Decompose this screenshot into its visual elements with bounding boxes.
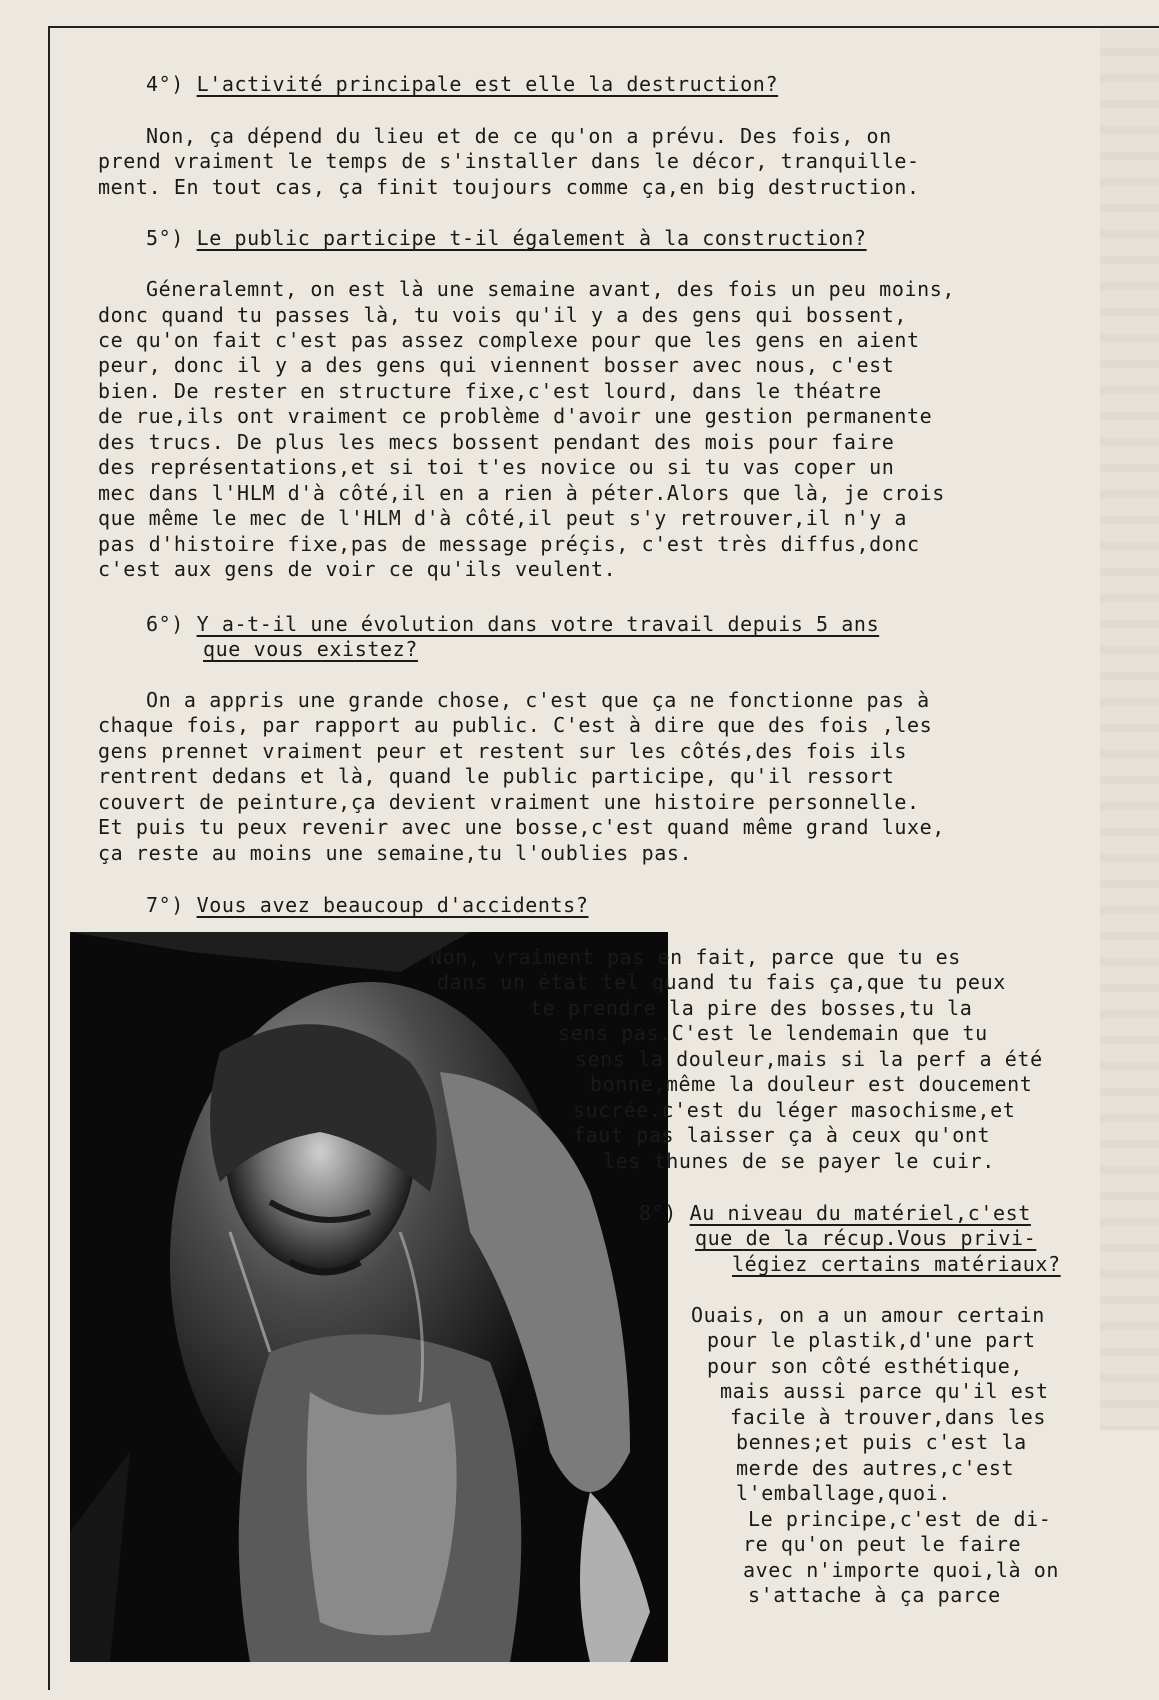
answer-5-line: des trucs. De plus les mecs bossent pendant des mois pour faire xyxy=(98,430,895,454)
answer-5-line: ce qu'on fait c'est pas assez complexe pour que les gens en aient xyxy=(98,328,920,352)
question-4-number: 4°) xyxy=(146,72,184,96)
answer-5-line: bien. De rester en structure fixe,c'est lourd, dans le théatre xyxy=(98,379,882,403)
answer-8-line: Ouais, on a un amour certain xyxy=(691,1303,1045,1327)
question-8-text-line-3: légiez certains matériaux? xyxy=(732,1252,1061,1276)
answer-5-line: que même le mec de l'HLM d'à côté,il peut s'y retrouver,il n'y a xyxy=(98,506,908,530)
question-5 xyxy=(146,225,867,251)
question-8-number: 8°) xyxy=(639,1201,677,1225)
answer-8-line: pour le plastik,d'une part xyxy=(707,1328,1036,1352)
answer-4-line: Non, ça dépend du lieu et de ce qu'on a prévu. Des fois, on xyxy=(146,124,892,148)
answer-6-line: rentrent dedans et là, quand le public participe, qu'il ressort xyxy=(98,764,895,788)
question-4-text: L'activité principale est elle la destruction? xyxy=(196,72,779,96)
question-8 xyxy=(639,1200,1031,1226)
question-6-number: 6°) xyxy=(146,612,184,636)
question-4 xyxy=(146,71,778,97)
question-6 xyxy=(146,611,879,637)
answer-6-line: Et puis tu peux revenir avec une bosse,c'est quand même grand luxe, xyxy=(98,815,945,839)
answer-8-line: l'emballage,quoi. xyxy=(736,1481,951,1505)
answer-8-line: mais aussi parce qu'il est xyxy=(720,1379,1049,1403)
question-8-continuation-1 xyxy=(695,1225,1036,1251)
answer-4-line: prend vraiment le temps de s'installer dans le décor, tranquille- xyxy=(98,149,920,173)
answer-5-line: de rue,ils ont vraiment ce problème d'avoir une gestion permanente xyxy=(98,404,933,428)
question-7-text: Vous avez beaucoup d'accidents? xyxy=(196,893,589,917)
question-8-text-line-2: que de la récup.Vous privi- xyxy=(695,1226,1037,1250)
question-7-number: 7°) xyxy=(146,893,184,917)
answer-5-line: donc quand tu passes là, tu vois qu'il y a des gens qui bossent, xyxy=(98,303,908,327)
answer-8-line: avec n'importe quoi,là on xyxy=(743,1558,1060,1582)
question-8-continuation-2 xyxy=(732,1251,1061,1277)
answer-6-line: On a appris une grande chose, c'est que ça ne fonctionne pas à xyxy=(146,688,930,712)
answer-8-line: merde des autres,c'est xyxy=(736,1456,1015,1480)
question-6-text-line-1: Y a-t-il une évolution dans votre travail depuis 5 ans xyxy=(196,612,880,636)
answer-7-line: dans un état tel quand tu fais ça,que tu peux xyxy=(437,970,1006,994)
answer-7-line: sens pas.C'est le lendemain que tu xyxy=(558,1021,988,1045)
question-6-text-line-2: que vous existez? xyxy=(203,637,418,661)
question-6-continuation xyxy=(203,636,418,662)
answer-6-line: chaque fois, par rapport au public. C'est à dire que des fois ,les xyxy=(98,713,933,737)
answer-6-line: ça reste au moins une semaine,tu l'oublies pas. xyxy=(98,841,693,865)
question-8-text-line-1: Au niveau du matériel,c'est xyxy=(689,1201,1031,1225)
answer-5-line: pas d'histoire fixe,pas de message préçis, c'est très diffus,donc xyxy=(98,532,920,556)
answer-7-line: sens la douleur,mais si la perf a été xyxy=(575,1047,1043,1071)
answer-5-line: Géneralemnt, on est là une semaine avant, des fois un peu moins, xyxy=(146,277,956,301)
answer-8-line: facile à trouver,dans les xyxy=(730,1405,1047,1429)
answer-7-line: bonne,même la douleur est doucement xyxy=(590,1072,1033,1096)
answer-7-line: faut pas laisser ça à ceux qu'ont xyxy=(573,1123,991,1147)
answer-8-line: bennes;et puis c'est la xyxy=(736,1430,1027,1454)
question-5-text: Le public participe t-il également à la construction? xyxy=(196,226,867,250)
answer-8-line: pour son côté esthétique, xyxy=(707,1354,1024,1378)
answer-8-line: re qu'on peut le faire xyxy=(743,1532,1022,1556)
answer-8-line: Le principe,c'est de di- xyxy=(748,1507,1052,1531)
question-5-number: 5°) xyxy=(146,226,184,250)
answer-7-line: sucrée.c'est du léger masochisme,et xyxy=(573,1098,1016,1122)
answer-4-line: ment. En tout cas, ça finit toujours comme ça,en big destruction. xyxy=(98,175,920,199)
answer-6-line: couvert de peinture,ça devient vraiment une histoire personnelle. xyxy=(98,790,920,814)
answer-5-line: mec dans l'HLM d'à côté,il en a rien à péter.Alors que là, je crois xyxy=(98,481,945,505)
answer-5-line: c'est aux gens de voir ce qu'ils veulent. xyxy=(98,557,617,581)
answer-6-line: gens prennet vraiment peur et restent sur les côtés,des fois ils xyxy=(98,739,908,763)
answer-5-line: peur, donc il y a des gens qui viennent bosser avec nous, c'est xyxy=(98,353,895,377)
answer-7-line: Non, vraiment pas en fait, parce que tu es xyxy=(430,945,961,969)
answer-8-line: s'attache à ça parce xyxy=(748,1583,1001,1607)
answer-7-line: les thunes de se payer le cuir. xyxy=(603,1149,995,1173)
answer-5-line: des représentations,et si toi t'es novice ou si tu vas coper un xyxy=(98,455,895,479)
answer-7-line: te prendre la pire des bosses,tu la xyxy=(530,996,973,1020)
question-7 xyxy=(146,892,588,918)
